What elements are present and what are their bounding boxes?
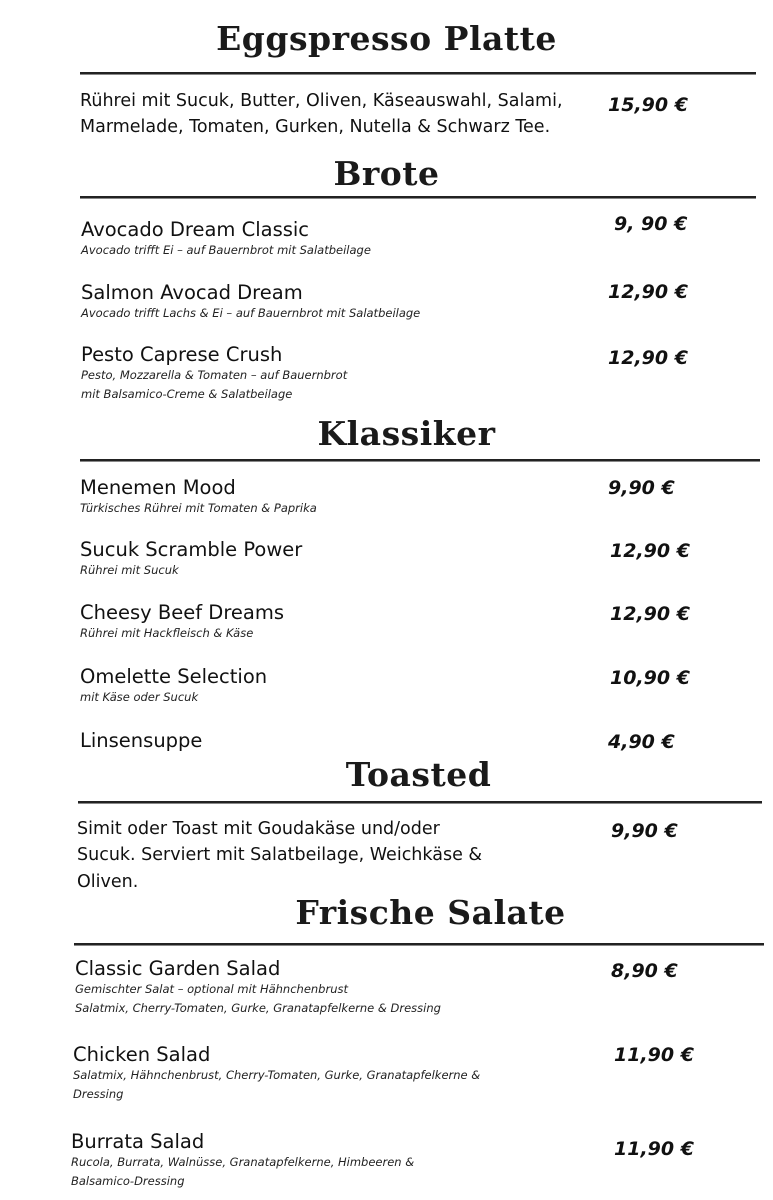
item-price: 9, 90 € [614,213,688,235]
eggspresso-price: 15,90 € [608,94,688,116]
item-name: Omelette Selection [80,665,268,688]
item-name: Linsensuppe [80,729,203,752]
item-name: Chicken Salad [73,1043,211,1066]
item-description: Pesto, Mozzarella & Tomaten – auf Bauernbrot [81,368,348,383]
section-title-klassiker: Klassiker [317,414,496,453]
description-line: Rührei mit Sucuk, Butter, Oliven, Käseauswahl, Salami, [80,91,563,111]
section-title-brote: Brote [333,154,440,193]
item-price: 11,90 € [614,1138,694,1160]
item-description: Gemischter Salat – optional mit Hähnchenbrust [75,982,349,997]
section-divider [80,459,760,462]
item-price: 12,90 € [610,603,690,625]
item-name: Sucuk Scramble Power [80,538,303,561]
section-title-salate: Frische Salate [295,893,566,932]
item-name: Pesto Caprese Crush [81,343,283,366]
section-title-toasted: Toasted [345,755,492,794]
menu-item [80,666,680,707]
item-description: Türkisches Rührei mit Tomaten & Paprika [80,501,317,516]
item-name: Classic Garden Salad [75,957,281,980]
item-description: Rührei mit Sucuk [80,563,179,578]
item-name: Cheesy Beef Dreams [80,601,285,624]
item-description: Rührei mit Hackfleisch & Käse [80,626,254,641]
section-divider [80,72,756,75]
description-line: Oliven. [77,871,139,892]
item-description: Rucola, Burrata, Walnüsse, Granatapfelkerne, Himbeeren & [71,1155,415,1170]
menu-item [81,219,681,260]
item-description: Balsamico-Dressing [71,1174,185,1189]
item-description: Dressing [73,1087,124,1102]
menu-item [81,282,681,323]
menu-item [80,730,680,752]
section-divider [80,196,756,199]
item-price: 9,90 € [608,477,675,499]
eggspresso-description [80,88,680,141]
toasted-description [77,816,677,895]
item-description: Avocado trifft Lachs & Ei – auf Bauernbrot mit Salatbeilage [81,306,421,321]
item-name: Avocado Dream Classic [81,218,310,241]
section-title-eggspresso: Eggspresso Platte [216,19,557,58]
item-price: 12,90 € [608,347,688,369]
item-price: 4,90 € [608,731,675,753]
toasted-price: 9,90 € [611,820,678,842]
item-description: mit Käse oder Sucuk [80,690,199,705]
item-price: 12,90 € [610,540,690,562]
item-description: Salatmix, Hähnchenbrust, Cherry-Tomaten, Gurke, Granatapfelkerne & [73,1068,481,1083]
menu-item [80,539,680,580]
item-description: mit Balsamico-Creme & Salatbeilage [81,387,293,402]
item-price: 12,90 € [608,281,688,303]
item-name: Salmon Avocad Dream [81,281,303,304]
menu-item [81,344,681,404]
item-price: 11,90 € [614,1044,694,1066]
item-name: Menemen Mood [80,476,236,499]
menu-item [80,602,680,643]
item-name: Burrata Salad [71,1130,205,1153]
menu-item [80,477,680,518]
item-price: 8,90 € [611,960,678,982]
menu-item [75,958,675,1018]
section-divider [78,801,762,804]
item-price: 10,90 € [610,667,690,689]
description-line: Sucuk. Serviert mit Salatbeilage, Weichkäse & [77,845,483,866]
item-description: Salatmix, Cherry-Tomaten, Gurke, Granatapfelkerne & Dressing [75,1001,441,1016]
description-line: Marmelade, Tomaten, Gurken, Nutella & Schwarz Tee. [80,117,551,138]
menu-item [73,1044,673,1104]
item-description: Avocado trifft Ei – auf Bauernbrot mit Salatbeilage [81,243,371,258]
description-line: Simit oder Toast mit Goudakäse und/oder [77,819,440,839]
menu-item [71,1131,671,1191]
section-divider [74,943,764,946]
